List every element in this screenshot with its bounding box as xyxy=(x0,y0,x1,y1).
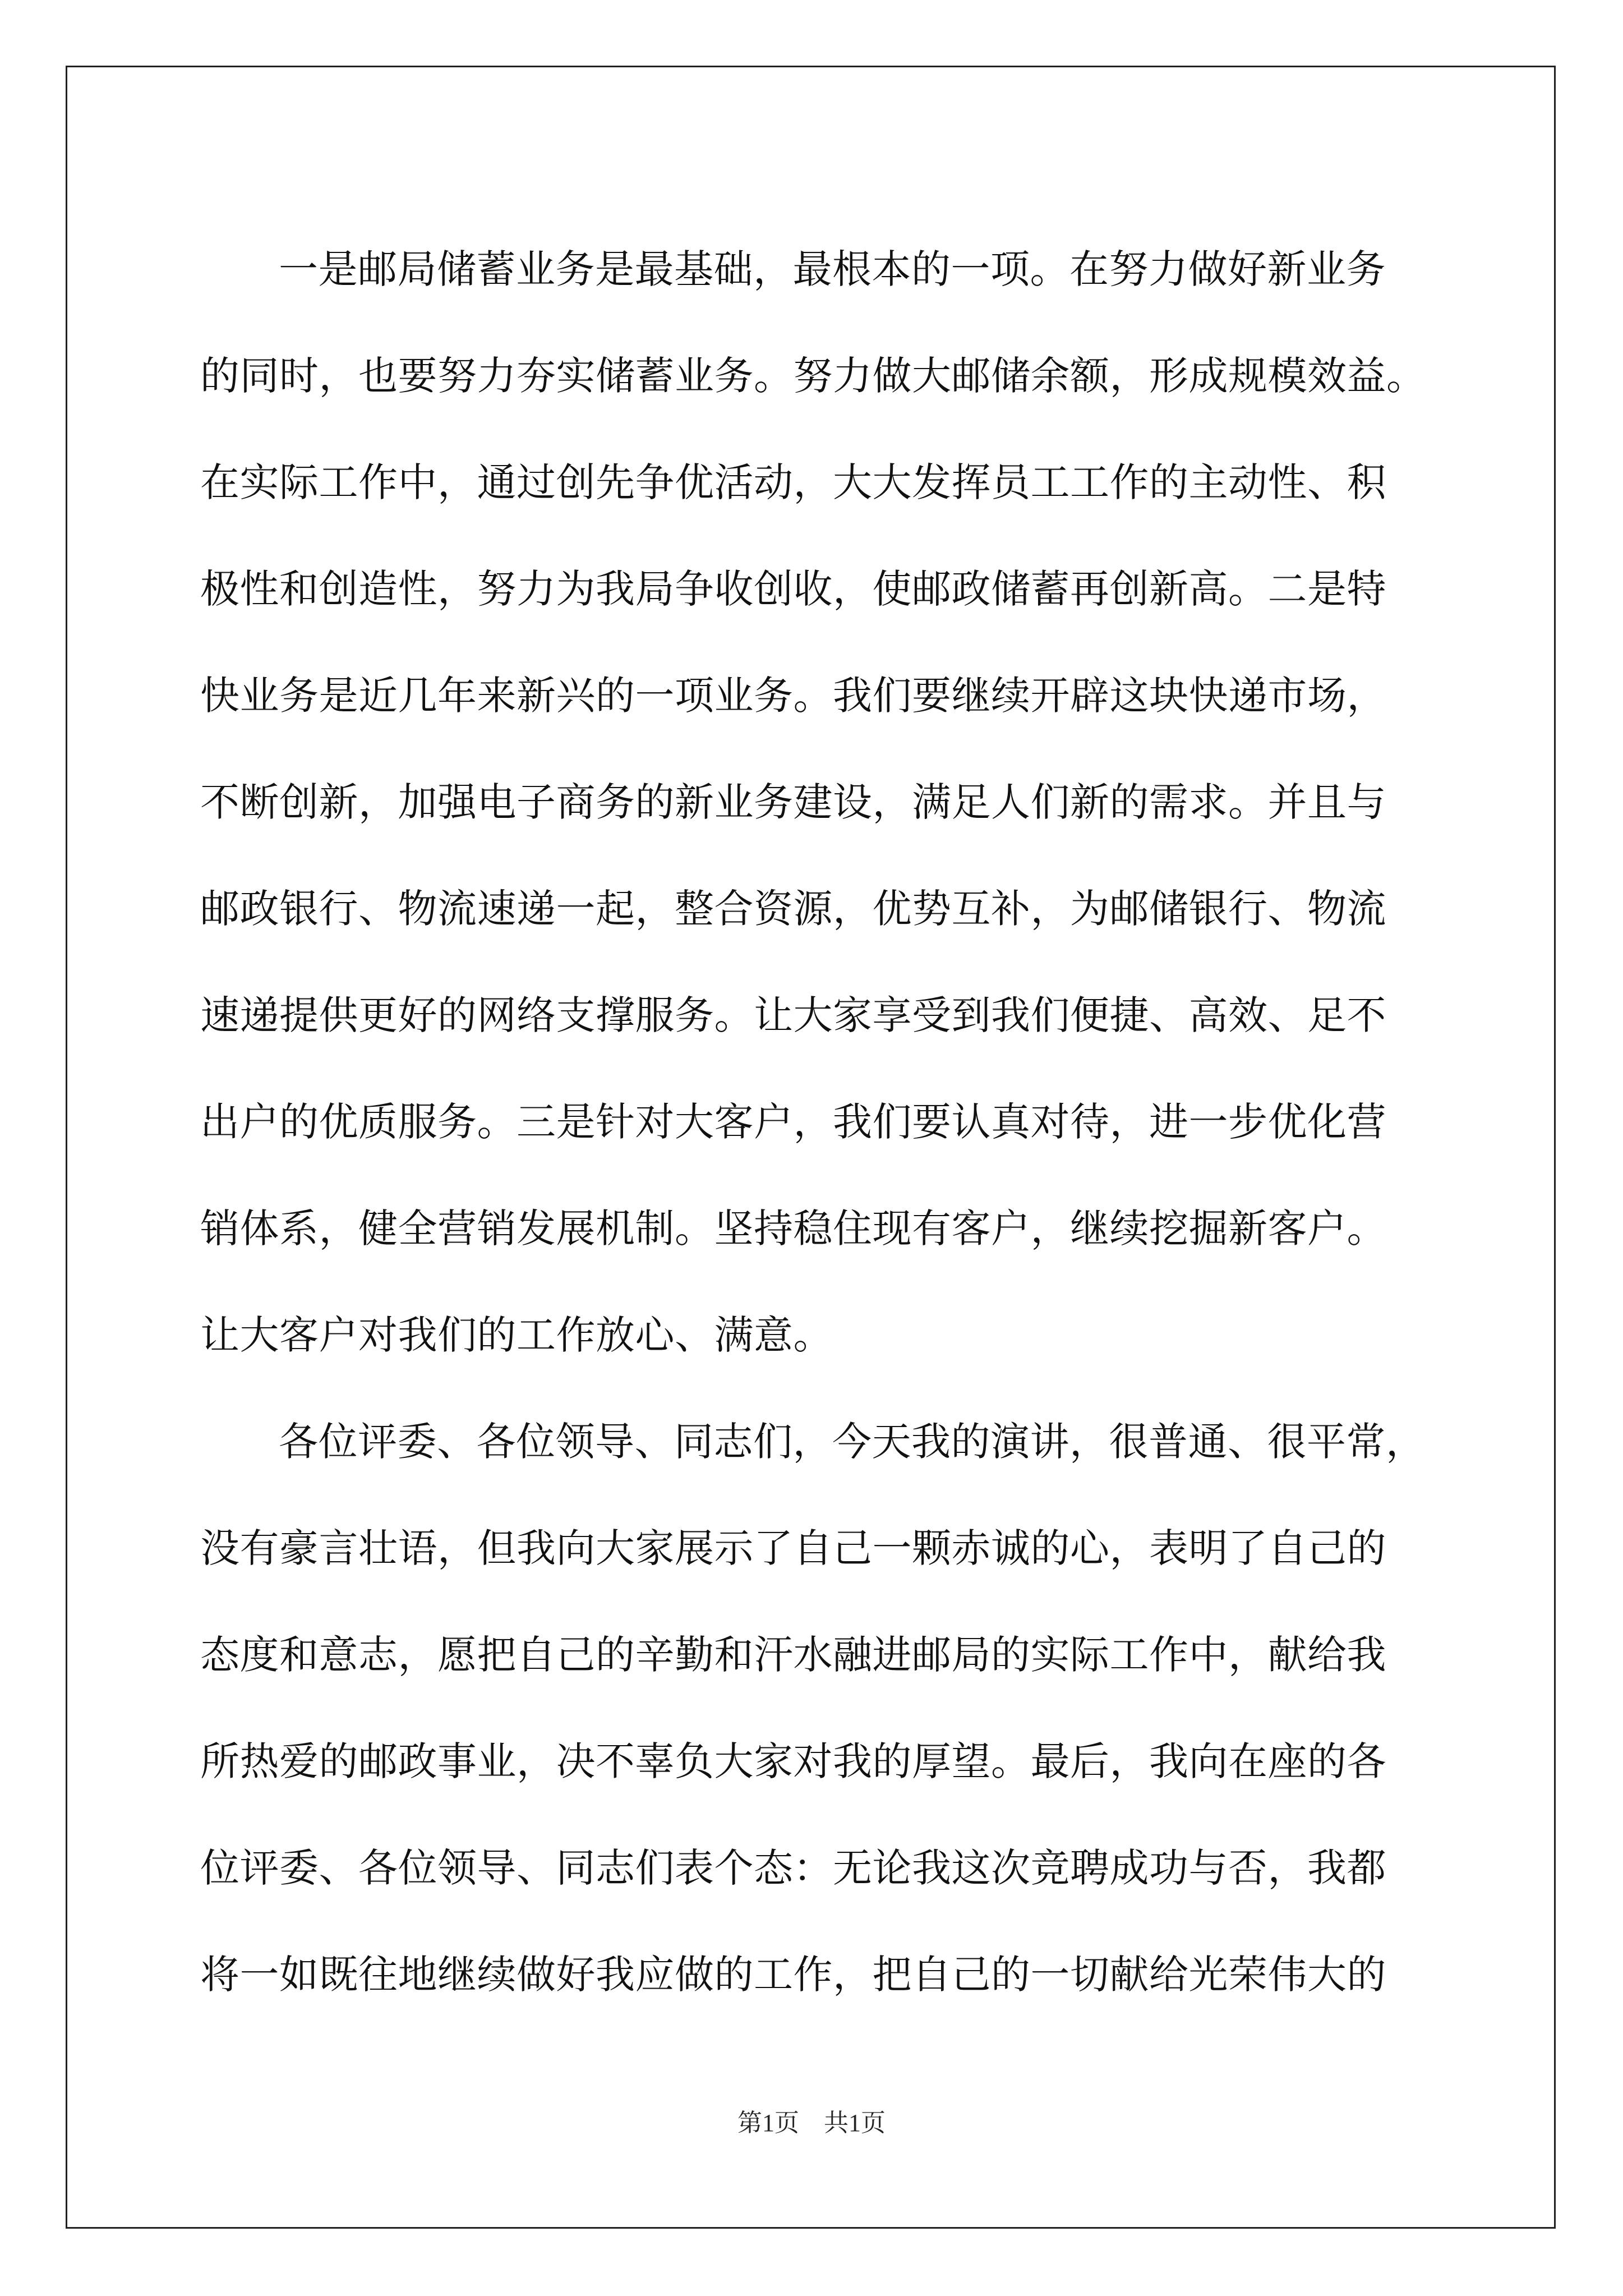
paragraph-1 xyxy=(200,216,1426,1388)
text-line: 在实际工作中，通过创先争优活动，大大发挥员工工作的主动性、积 xyxy=(200,459,1386,505)
text-line: 极性和创造性，努力为我局争收创收，使邮政储蓄再创新高。二是特 xyxy=(200,566,1386,612)
text-line: 所热爱的邮政事业，决不辜负大家对我的厚望。最后，我向在座的各 xyxy=(200,1738,1386,1784)
text-line: 不断创新，加强电子商务的新业务建设，满足人们新的需求。并且与 xyxy=(200,779,1386,825)
text-line: 速递提供更好的网络支撑服务。让大家享受到我们便捷、高效、足不 xyxy=(200,992,1386,1038)
text-line: 一是邮局储蓄业务是最基础，最根本的一项。在努力做好新业务 xyxy=(279,246,1386,292)
text-line: 让大客户对我们的工作放心、满意。 xyxy=(200,1312,833,1358)
paragraph-2 xyxy=(200,1388,1426,2028)
page-number-label: 第1页 共1页 xyxy=(737,2109,886,2137)
text-line: 态度和意志，愿把自己的辛勤和汗水融进邮局的实际工作中，献给我 xyxy=(200,1632,1386,1678)
text-line: 位评委、各位领导、同志们表个态：无论我这次竞聘成功与否，我都 xyxy=(200,1845,1386,1891)
text-line: 出户的优质服务。三是针对大客户，我们要认真对待，进一步优化营 xyxy=(200,1099,1386,1145)
text-line: 没有豪言壮语，但我向大家展示了自己一颗赤诚的心，表明了自己的 xyxy=(200,1525,1386,1571)
document-body xyxy=(200,216,1426,2028)
text-line: 将一如既往地继续做好我应做的工作，把自己的一切献给光荣伟大的 xyxy=(200,1952,1386,1998)
text-line: 快业务是近几年来新兴的一项业务。我们要继续开辟这块快递市场， xyxy=(200,673,1386,719)
text-line: 各位评委、各位领导、同志们，今天我的演讲，很普通、很平常， xyxy=(279,1419,1426,1465)
text-line: 销体系，健全营销发展机制。坚持稳住现有客户，继续挖掘新客户。 xyxy=(200,1205,1386,1251)
text-line: 的同时，也要努力夯实储蓄业务。努力做大邮储余额，形成规模效益。 xyxy=(200,353,1426,399)
text-line: 邮政银行、物流速递一起，整合资源，优势互补，为邮储银行、物流 xyxy=(200,886,1386,932)
page-footer xyxy=(0,2102,1623,2138)
